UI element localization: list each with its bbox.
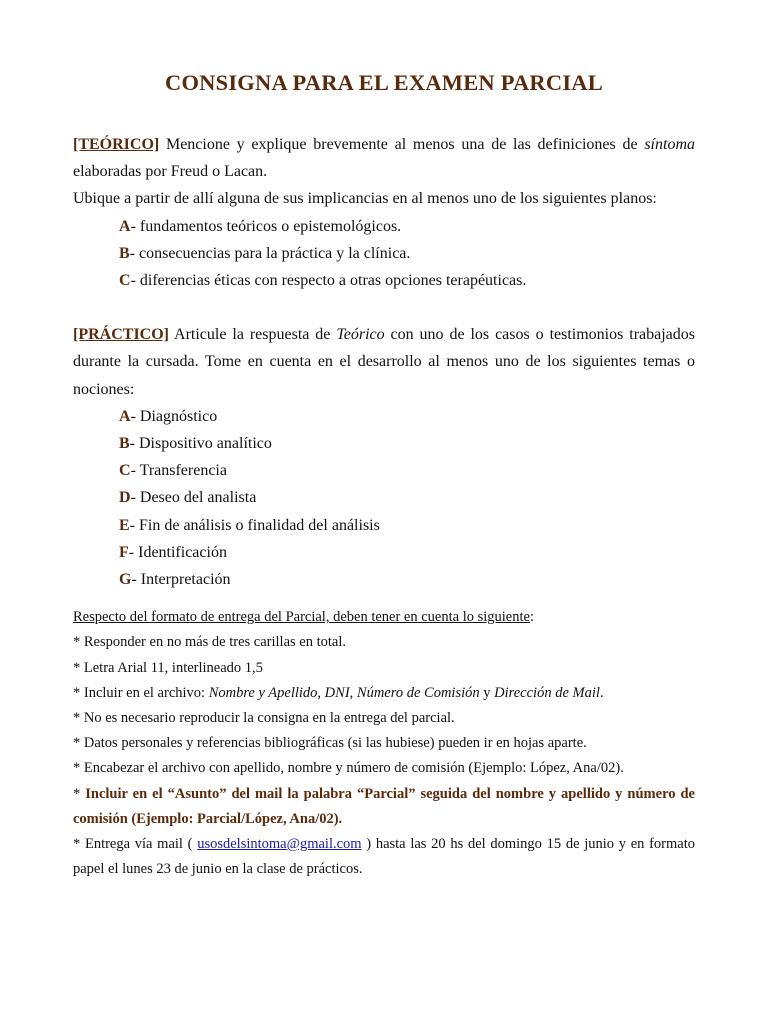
format-line-8 — [73, 832, 695, 882]
format-line-6: * Encabezar el archivo con apellido, nombre y número de comisión (Ejemplo: López, Ana/02). — [73, 760, 624, 777]
list-item — [119, 539, 695, 566]
practico-paragraph — [73, 321, 695, 403]
item-text: - Identificación — [128, 543, 227, 561]
format-line-3-italic-3: Dirección de Mail — [494, 684, 600, 701]
list-item — [119, 403, 695, 430]
format-line-3-italic-1: Nombre y Apellido, DNI — [208, 684, 350, 701]
teorico-italic: síntoma — [644, 136, 695, 153]
list-item — [119, 512, 695, 539]
format-line-7-bold: Incluir en el “Asunto” del mail la palabra “Parcial” seguida del nombre y apellido y número de comisión (Ejemplo: Parcial/López, Ana/02) — [73, 785, 695, 827]
list-item — [119, 240, 695, 267]
item-text: - Dispositivo analítico — [129, 435, 272, 453]
item-text: - Deseo del analista — [130, 489, 257, 507]
format-line-3-sep-1: , — [349, 684, 357, 701]
format-heading-text: Respecto del formato de entrega del Parcial, deben tener en cuenta lo siguiente — [73, 609, 530, 626]
list-item — [119, 457, 695, 484]
teorico-list — [73, 213, 695, 295]
format-line-7-star: * — [73, 785, 86, 802]
format-line-3-sep-2: y — [479, 684, 495, 701]
list-item — [119, 267, 695, 294]
spacer — [73, 294, 695, 321]
page-title: CONSIGNA PARA EL EXAMEN PARCIAL — [165, 70, 603, 95]
item-text: - Transferencia — [130, 462, 227, 480]
format-line-2: * Letra Arial 11, interlineado 1,5 — [73, 659, 263, 676]
item-text: - Interpretación — [131, 571, 231, 589]
format-line-7 — [73, 782, 695, 832]
item-letter: B — [119, 244, 130, 262]
item-letter: A — [119, 407, 131, 425]
item-text: - diferencias éticas con respecto a otras opciones terapéuticas. — [130, 272, 527, 290]
document-body — [73, 131, 695, 882]
item-letter: G — [119, 571, 132, 589]
item-text: - Fin de análisis o finalidad del análisis — [129, 516, 380, 534]
item-letter: F — [119, 543, 129, 561]
list-item — [119, 566, 695, 593]
item-text: - consecuencias para la práctica y la clínica. — [129, 244, 411, 262]
list-item — [119, 484, 695, 511]
format-line-3 — [73, 681, 695, 706]
item-text: - fundamentos teóricos o epistemológicos. — [130, 217, 402, 235]
format-line-5: * Datos personales y referencias bibliográficas (si las hubiese) pueden ir en hojas aparte. — [73, 735, 587, 752]
item-letter: D — [119, 489, 131, 507]
practico-text-2: con uno de los casos o testimonios trabajados durante la cursada. Tome en cuenta en el desarrollo al menos uno de los siguientes temas o nociones: — [73, 326, 696, 398]
teorico-text-1: Mencione y explique brevemente al menos una de las definiciones de — [159, 136, 645, 153]
teorico-line-2: Ubique a partir de allí alguna de sus implicancias en al menos uno de los siguientes planos: — [73, 190, 657, 208]
teorico-label: [TEÓRICO] — [73, 136, 160, 153]
item-letter: C — [119, 272, 131, 290]
practico-label: [PRÁCTICO] — [73, 326, 169, 344]
format-line-4: * No es necesario reproducir la consigna en la entrega del parcial. — [73, 710, 455, 727]
format-section — [73, 605, 695, 882]
format-heading-colon: : — [529, 609, 534, 626]
format-line-7-end: . — [338, 810, 343, 827]
list-item — [119, 213, 695, 240]
practico-italic: Teórico — [336, 326, 385, 344]
item-letter: A — [119, 217, 131, 235]
item-letter: B — [119, 435, 130, 453]
list-item — [119, 430, 695, 457]
teorico-paragraph — [73, 131, 695, 185]
teorico-text-2: elaboradas por Freud o Lacan. — [73, 163, 268, 181]
format-line-3-end: . — [599, 684, 604, 701]
practico-list — [73, 403, 695, 593]
item-text: - Diagnóstico — [130, 407, 218, 425]
format-line-1: * Responder en no más de tres carillas en total. — [73, 634, 347, 651]
email-link[interactable]: usosdelsintoma@gmail.com — [197, 836, 362, 853]
format-line-3-italic-2: Número de Comisión — [356, 684, 480, 701]
format-heading — [73, 605, 695, 630]
item-letter: E — [119, 516, 130, 534]
format-line-3-prefix: * Incluir en el archivo: — [73, 684, 209, 701]
format-line-8-prefix: * Entrega vía mail ( — [73, 836, 198, 853]
format-line-8-suffix: ) hasta las 20 hs del domingo 15 de junio y en formato papel el lunes 23 de junio en la clase de prácticos. — [73, 836, 695, 878]
practico-text-1: Articule la respuesta de — [169, 326, 337, 344]
item-letter: C — [119, 462, 131, 480]
